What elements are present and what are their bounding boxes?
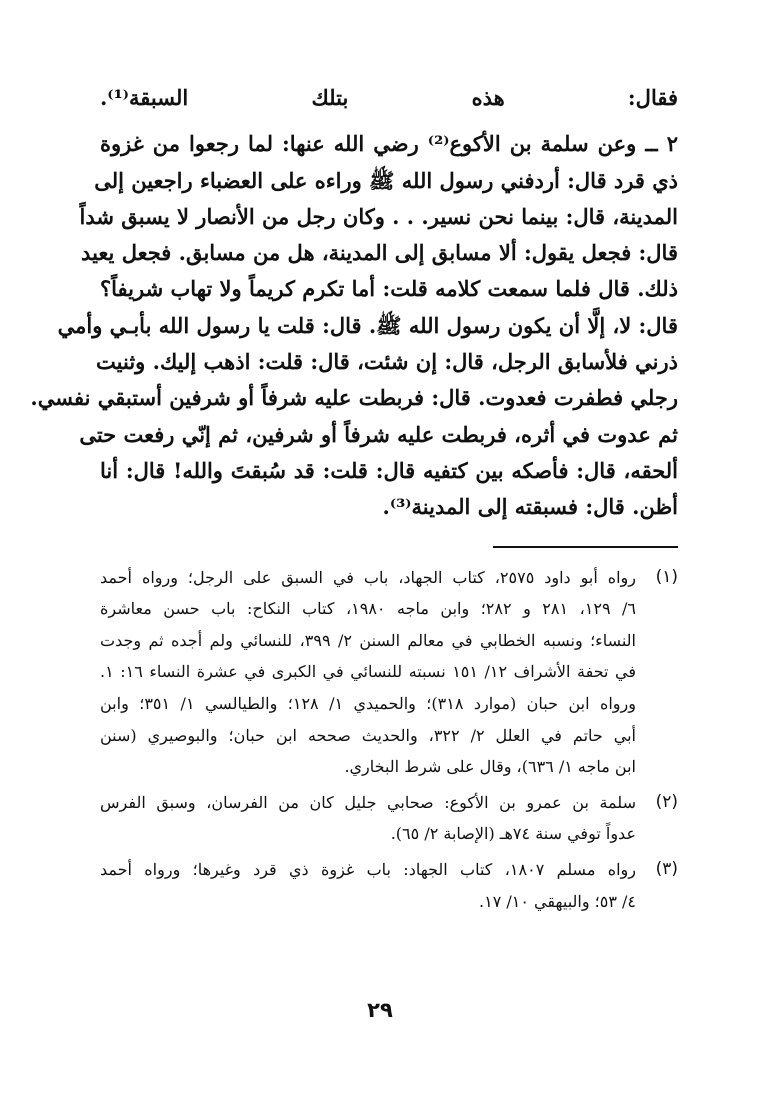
- footnote-text: [100, 562, 636, 783]
- footnote-line: ٦/ ١٢٩، ٢٨١ و ٢٨٢؛ وابن ماجه ١٩٨٠، كتاب النكاح: باب حسن معاشرة: [100, 599, 637, 619]
- text-line: ثم عدوت في أثره، فربطت عليه شرفاً أو شرفين، ثم إنّي رفعت حتى: [79, 421, 678, 447]
- text-line: ٢ ــ وعن سلمة بن الأكوع⁽²⁾ رضي الله عنها: لما رجعوا من غزوة: [100, 131, 678, 157]
- footnote-line: في تحفة الأشراف ١٢/ ١٥١ نسبته للنسائي في الكبرى في عشرة النساء ١٦: ١.: [100, 662, 637, 682]
- footnote-text: [100, 854, 636, 917]
- footnote-line: رواه مسلم ١٨٠٧، كتاب الجهاد: باب غزوة ذي قرد وغيرها؛ ورواه أحمد: [100, 859, 636, 879]
- footnote-line: ورواه ابن حبان (موارد ٣١٨)؛ والحميدي ١/ ١٢٨؛ والطيالسي ١/ ٣٥١؛ وابن: [100, 693, 636, 713]
- text-line: ذرني فلأسابق الرجل، قال: إن شئت، قال: قلت: اذهب إليك. وثنيت: [96, 349, 678, 375]
- text-line: فقال: هذه بتلك السبقة⁽¹⁾.: [100, 85, 678, 110]
- footnote-line: سلمة بن عمرو بن الأكوع: صحابي جليل كان من الفرسان، وسبق الفرس: [100, 792, 636, 812]
- footnotes: [100, 562, 678, 918]
- text-line: قال: فجعل يقول: ألا مسابق إلى المدينة، هل من مسابق. فجعل يعيد: [81, 240, 678, 266]
- footnote-number: (٣): [655, 858, 678, 879]
- main-text: [30, 80, 678, 526]
- text-line: ذي قرد قال: أردفني رسول الله ﷺ وراءه على العضباء راجعين إلى: [94, 167, 678, 193]
- text-line: قال: لا، إلَّا أن يكون رسول الله ﷺ. قال: قلت يا رسول الله بأبـي وأمي: [57, 312, 678, 338]
- text-line: ذلك. قال فلما سمعت كلامه قلت: أما تكرم كريماً ولا تهاب شريفاً؟: [100, 276, 678, 302]
- page-number: ٢٩: [367, 998, 393, 1022]
- text-line: أظن. قال: فسبقته إلى المدينة⁽³⁾.: [382, 494, 678, 520]
- text-line: ألحقه، قال: فأصكه بين كتفيه قال: قلت: قد سُبقتَ والله! قال: أنا: [100, 457, 678, 483]
- footnote-number: (١): [655, 566, 678, 587]
- footnote-line: أبي حاتم في العلل ٢/ ٣٢٢، والحديث صححه ابن حبان؛ والبوصيري (سنن: [100, 725, 637, 745]
- footnote-line: ابن ماجه ١/ ٦٣٦)، وقال على شرط البخاري.: [344, 757, 636, 777]
- footnote-divider: [493, 546, 678, 548]
- footnote-2: [100, 787, 678, 850]
- footnote-number: (٢): [655, 791, 678, 812]
- text-line: المدينة، قال: بينما نحن نسير. . . وكان رجل من الأنصار لا يسبق شداً: [79, 203, 678, 229]
- page-content: [30, 80, 678, 921]
- footnote-line: النساء؛ ونسبه الخطابي في معالم السنن ٢/ ٣٩٩، للنسائي ولم أجده ثم وجدت: [100, 630, 637, 650]
- footnote-3: [100, 854, 678, 917]
- footnote-line: ٤/ ٥٣؛ والبيهقي ١٠/ ١٧.: [479, 891, 636, 911]
- footnote-text: [100, 787, 636, 850]
- footnote-1: [100, 562, 678, 783]
- footnote-line: عدواً توفي سنة ٧٤هـ (الإصابة ٢/ ٦٥).: [390, 824, 636, 844]
- footnote-line: رواه أبو داود ٢٥٧٥، كتاب الجهاد، باب في السبق على الرجل؛ ورواه أحمد: [100, 567, 637, 587]
- text-line: رجلي فطفرت فعدوت. قال: فربطت عليه شرفاً أو شرفين أستبقي نفسي.: [30, 385, 678, 411]
